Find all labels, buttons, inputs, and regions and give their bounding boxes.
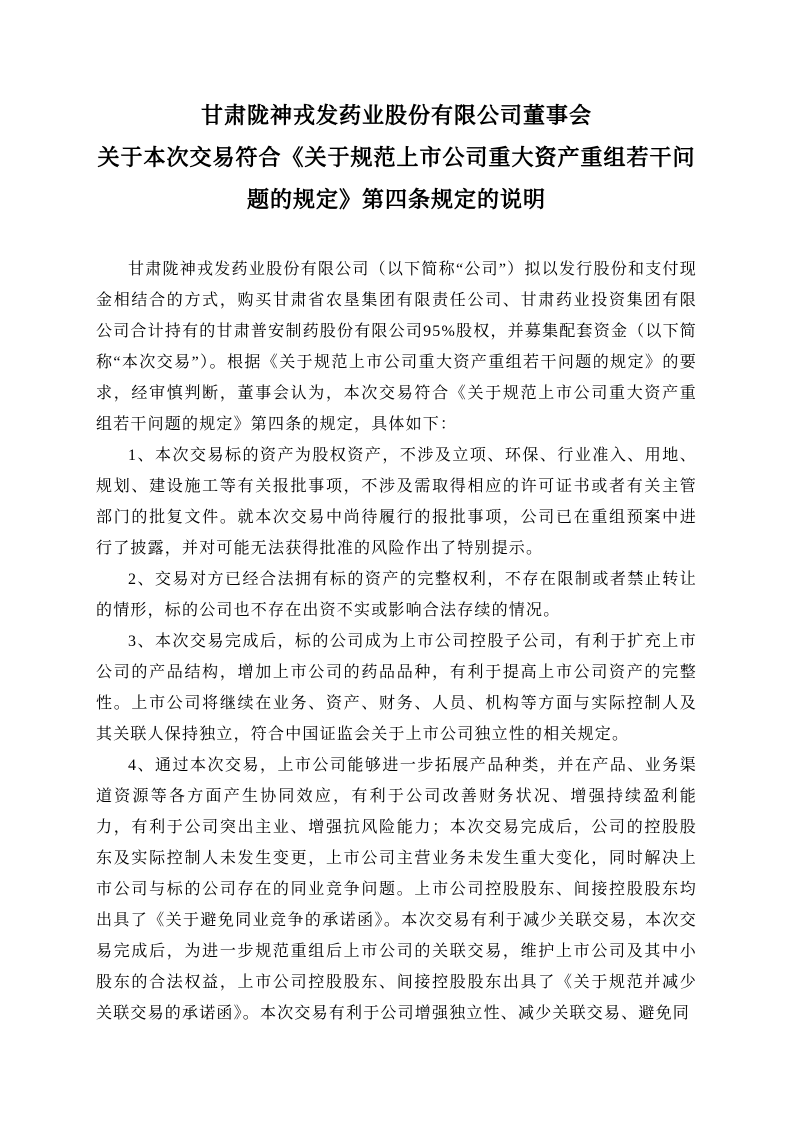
item-4-paragraph: 4、通过本次交易，上市公司能够进一步拓展产品种类，并在产品、业务渠道资源等各方面产生协同效应，有利于公司改善财务状况、增强持续盈利能力，有利于公司突出主业、增强抗风险能力；本次交易完成后，公司的控股股东及实际控制人未发生变更，上市公司主营业务未发生重大变化，同时解决上市公司与标的公司存在的同业竞争问题。上市公司控股股东、间接控股股东均出具了《关于避免同业竞争的承诺函》。本次交易有利于减少关联交易，本次交易完成后，为进一步规范重组后上市公司的关联交易，维护上市公司及其中小股东的合法权益，上市公司控股股东、间接控股股东出具了《关于规范并减少关联交易的承诺函》。本次交易有利于公司增强独立性、减少关联交易、避免同 bbox=[96, 757, 697, 1022]
item-1-paragraph: 1、本次交易标的资产为股权资产，不涉及立项、环保、行业准入、用地、规划、建设施工等有关报批事项，不涉及需取得相应的许可证书或者有关主管部门的批复文件。就本次交易中尚待履行的报批事项，公司已在重组预案中进行了披露，并对可能无法获得批准的风险作出了特别提示。 bbox=[96, 447, 697, 557]
intro-paragraph: 甘肃陇神戎发药业股份有限公司（以下简称“公司”）拟以发行股份和支付现金相结合的方式，购买甘肃省农垦集团有限责任公司、甘肃药业投资集团有限公司合计持有的甘肃普安制药股份有限公司95%股权，并募集配套资金（以下简称“本次交易”）。根据《关于规范上市公司重大资产重组若干问题的规定》的要求，经审慎判断，董事会认为，本次交易符合《关于规范上市公司重大资产重组若干问题的规定》第四条的规定，具体如下： bbox=[96, 261, 697, 433]
document-title bbox=[96, 95, 697, 221]
document-content bbox=[0, 95, 793, 1029]
item-2-paragraph: 2、交易对方已经合法拥有标的资产的完整权利，不存在限制或者禁止转让的情形，标的公司也不存在出资不实或影响合法存续的情况。 bbox=[96, 571, 697, 619]
document-body bbox=[96, 254, 697, 1029]
document-title-line-3: 题的规定》第四条规定的说明 bbox=[246, 187, 546, 212]
document-title-line-2: 关于本次交易符合《关于规范上市公司重大资产重组若干问 bbox=[97, 145, 696, 170]
item-3-paragraph: 3、本次交易完成后，标的公司成为上市公司控股子公司，有利于扩充上市公司的产品结构，增加上市公司的药品品种，有利于提高上市公司资产的完整性。上市公司将继续在业务、资产、财务、人员、机构等方面与实际控制人及其关联人保持独立，符合中国证监会关于上市公司独立性的相关规定。 bbox=[96, 633, 697, 743]
document-title-line-1: 甘肃陇神戎发药业股份有限公司董事会 bbox=[200, 103, 592, 128]
